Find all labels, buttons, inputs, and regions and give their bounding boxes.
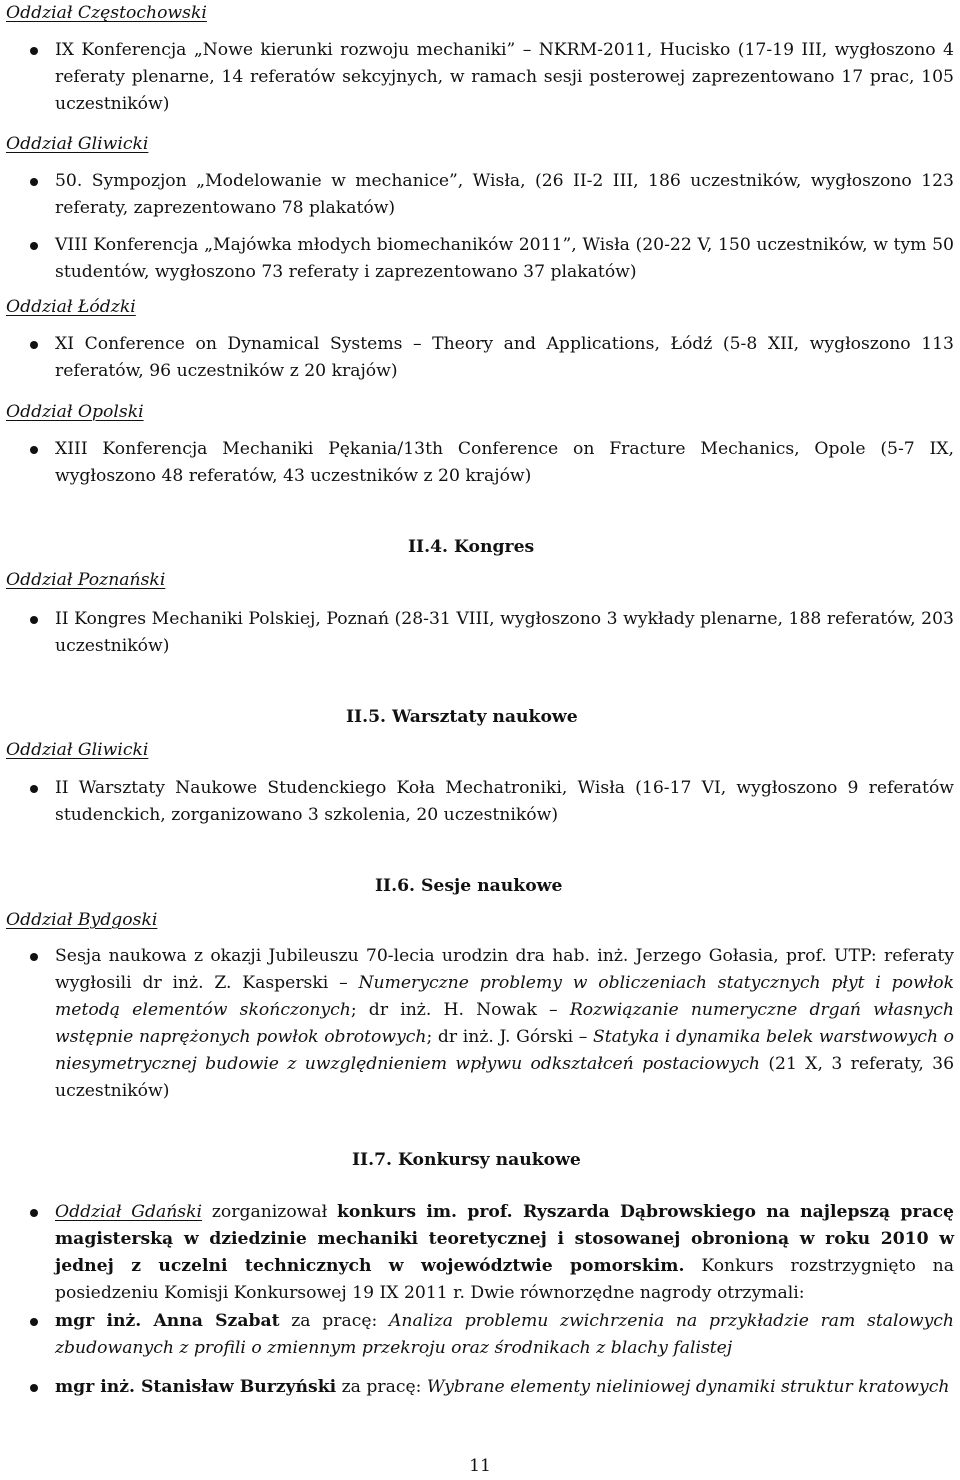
section-heading-konkursy: II.7. Konkursy naukowe [352, 1150, 581, 1170]
award-name: mgr inż. Anna Szabat [55, 1311, 280, 1331]
award-item [0, 1308, 960, 1362]
sesje-title-2: Rozwiązanie numeryczne drgań własnych wstępnie naprężonych powłok obrotowych [55, 1000, 955, 1047]
list-item [0, 943, 960, 1105]
list-item: II Kongres Mechaniki Polskiej, Poznań (28-31 VIII, wygłoszono 3 wykłady plenarne, 188 referatów, 203 uczestników) [0, 606, 960, 660]
award-name: mgr inż. Stanisław Burzyński [55, 1377, 337, 1397]
konkursy-text-1: zorganizował [202, 1202, 337, 1222]
dept-opolski-heading: Oddział Opolski [6, 402, 144, 422]
award-title: Wybrane elementy nieliniowej dynamiki struktur kratowych [426, 1377, 950, 1397]
konkursy-bold-title: konkurs im. prof. Ryszarda Dąbrowskiego na najlepszą pracę magisterską w dziedzinie mechaniki teoretycznej i stosowanej obronioną w roku 2010 w jednej z uczelni technicznych w województwie pomorskim. [55, 1202, 954, 1276]
dept-gliwicki-heading: Oddział Gliwicki [6, 134, 149, 154]
award-item [0, 1374, 960, 1401]
list-item: XI Conference on Dynamical Systems – Theory and Applications, Łódź (5-8 XII, wygłoszono 113 referatów, 96 uczestników z 20 krajów) [0, 331, 960, 385]
opolski-list [0, 436, 960, 490]
sesje-text-2: ; dr inż. H. Nowak – [350, 1000, 570, 1020]
dept-czestochowski-heading: Oddział Częstochowski [6, 3, 207, 23]
konkursy-list [0, 1199, 960, 1307]
awards-list [0, 1308, 960, 1401]
list-item: XIII Konferencja Mechaniki Pękania/13th Conference on Fracture Mechanics, Opole (5-7 IX, wygłoszono 48 referatów, 43 uczestników z 20 krajów) [0, 436, 960, 490]
list-item: IX Konferencja „Nowe kierunki rozwoju mechaniki” – NKRM-2011, Hucisko (17-19 III, wygłoszono 4 referaty plenarne, 14 referatów sekcyjnych, w ramach sesji posterowej zaprezentowano 17 prac, 105 uczestników) [0, 37, 960, 118]
gliwicki-list [0, 168, 960, 286]
dept-gliwicki-heading-2: Oddział Gliwicki [6, 740, 149, 760]
sesje-title-3: Statyka i dynamika belek warstwowych o niesymetrycznej budowie z uwzględnieniem wpływu odkształceń postaciowych [55, 1027, 954, 1074]
section-heading-kongres: II.4. Kongres [408, 537, 535, 557]
section-heading-warsztaty: II.5. Warsztaty naukowe [346, 707, 578, 727]
konkursy-text-2: Konkurs rozstrzygnięto na posiedzeniu Komisji Konkursowej 19 IX 2011 r. Dwie równorzędne nagrody otrzymali: [55, 1256, 954, 1303]
award-mid: za pracę: [279, 1311, 389, 1331]
czestochowski-list [0, 37, 960, 118]
award-title: Analiza problemu zwichrzenia na przykładzie ram stalowych zbudowanych z profili o zmiennym przekroju oraz środnikach z blachy falistej [55, 1311, 954, 1358]
kongres-list [0, 606, 960, 660]
warsztaty-list [0, 775, 960, 829]
list-item: VIII Konferencja „Majówka młodych biomechaników 2011”, Wisła (20-22 V, 150 uczestników, w tym 50 studentów, wygłoszono 73 referaty i zaprezentowano 37 plakatów) [0, 232, 960, 286]
dept-poznanski-heading: Oddział Poznański [6, 570, 166, 590]
dept-lodzki-heading: Oddział Łódzki [6, 297, 136, 317]
sesje-text-4: (21 X, 3 referaty, 36 uczestników) [55, 1054, 955, 1101]
list-item [0, 1199, 960, 1307]
section-heading-sesje: II.6. Sesje naukowe [375, 876, 563, 896]
list-item: 50. Sympozjon „Modelowanie w mechanice”, Wisła, (26 II-2 III, 186 uczestników, wygłoszono 123 referaty, zaprezentowano 78 plakatów) [0, 168, 960, 222]
dept-bydgoski-heading: Oddział Bydgoski [6, 910, 158, 930]
sesje-text-1: Sesja naukowa z okazji Jubileuszu 70-lecia urodzin dra hab. inż. Jerzego Gołasia, prof. UTP: referaty wygłosili dr inż. Z. Kasperski – [55, 946, 954, 993]
sesje-title-1: Numeryczne problemy w obliczeniach statycznych płyt i powłok metodą elementów skończonych [55, 973, 954, 1020]
award-mid: za pracę: [336, 1377, 427, 1397]
page-number: 11 [469, 1456, 491, 1476]
dept-gdanski: Oddział Gdański [55, 1202, 203, 1222]
sesje-text-3: ; dr inż. J. Górski – [426, 1027, 593, 1047]
list-item: II Warsztaty Naukowe Studenckiego Koła Mechatroniki, Wisła (16-17 VI, wygłoszono 9 referatów studenckich, zorganizowano 3 szkolenia, 20 uczestników) [0, 775, 960, 829]
sesje-list [0, 943, 960, 1105]
lodzki-list [0, 331, 960, 385]
